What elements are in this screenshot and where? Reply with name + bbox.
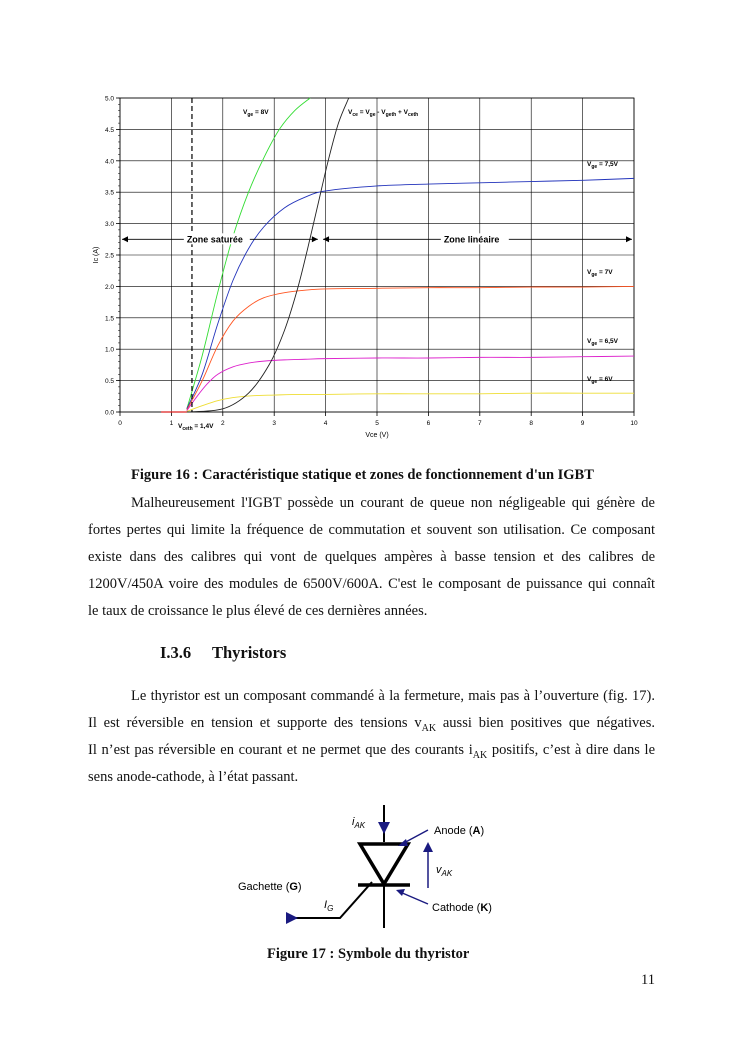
y-tick-label: 1.0 <box>104 346 114 354</box>
arrowhead-right-saturee <box>312 236 318 242</box>
label-vge-6-5v: $V_{ge} = 6,5V$ <box>587 338 618 347</box>
text-run: Il n’est pas réversible en courant et ne permet que des courants i <box>88 742 473 758</box>
text-line: fortes pertes qui limite la fréquence de commutation et souvent son utilisation. Ce composant <box>88 522 655 538</box>
subscript: AK <box>421 722 437 734</box>
anode-label: Anode (A) <box>434 825 485 837</box>
y-tick-label: 4.0 <box>104 158 114 166</box>
ig-label: $I_G$ <box>324 899 334 913</box>
figure-16-caption: Figure 16 : Caractéristique statique et zones de fonctionnement d'un IGBT <box>131 467 594 483</box>
label-vge-7v: $V_{ge} = 7V$ <box>587 269 613 278</box>
figure-17-caption: Figure 17 : Symbole du thyristor <box>267 946 470 962</box>
paragraph-igbt <box>88 490 655 625</box>
ig-arrow-icon <box>286 912 298 924</box>
x-tick-label: 0 <box>118 420 122 427</box>
label-vce-formula: $V_{ce} = V_{ge} - V_{geth} + V_{ceth}$ <box>348 109 419 118</box>
igbt-static-characteristic-chart <box>88 88 648 450</box>
text-line: existe dans des calibres qui vont de quelques ampères à basse tension et des calibres de <box>88 549 655 565</box>
text-line: 1200V/450A voire des modules de 6500V/600A. C'est le composant de puissance qui connaît <box>88 576 655 592</box>
text-line: le taux de croissance le plus élevé de ces dernières années. <box>88 603 428 619</box>
text-line: sens anode-cathode, à l’état passant. <box>88 769 299 785</box>
chart-axes <box>105 96 638 428</box>
text-line: Malheureusement l'IGBT possède un courant de queue non négligeable qui génère de <box>131 495 655 511</box>
x-tick-label: 10 <box>630 420 638 427</box>
y-tick-label: 4.5 <box>104 126 114 134</box>
y-tick-label: 5.0 <box>104 95 114 103</box>
x-tick-label: 2 <box>220 420 225 427</box>
x-tick-label: 7 <box>477 420 482 427</box>
label-vge-6v: $V_{ge} = 6V$ <box>587 376 613 385</box>
iak-label: $i_{AK}$ <box>352 816 366 830</box>
text-line <box>88 737 655 764</box>
y-tick-label: 3.5 <box>104 189 114 197</box>
vak-arrowhead-icon <box>423 842 433 852</box>
section-number: I.3.6 <box>160 643 192 662</box>
cathode-pointer <box>400 892 428 904</box>
zone-saturee-label: Zone saturée <box>186 234 243 245</box>
text-run: Il est réversible en tension et supporte des tensions v <box>88 715 422 731</box>
cathode-pointer-head-icon <box>396 889 405 896</box>
y-tick-label: 0.5 <box>104 378 114 386</box>
y-tick-label: 3.0 <box>104 221 114 229</box>
x-tick-label: 4 <box>323 420 328 427</box>
arrowhead-right-lineaire <box>626 236 632 242</box>
text-line <box>88 710 655 737</box>
y-tick-label: 1.5 <box>104 315 114 323</box>
x-tick-label: 8 <box>529 420 534 427</box>
x-tick-label: 5 <box>375 420 379 427</box>
series-line-vge-7-5v <box>187 178 634 408</box>
label-vge-8v: $V_{ge} = 8V$ <box>243 109 269 118</box>
vak-label: $v_{AK}$ <box>436 864 453 878</box>
text-run: aussi bien positives que négatives. <box>436 715 655 731</box>
text-run: positifs, c’est à dire dans le <box>487 742 656 758</box>
x-tick-label: 9 <box>580 420 585 427</box>
subscript: AK <box>472 749 488 761</box>
diode-triangle <box>360 844 408 884</box>
section-heading <box>160 643 286 663</box>
thyristor-symbol <box>228 800 528 932</box>
x-tick-label: 1 <box>169 420 174 427</box>
x-axis-label: Vce (V) <box>365 432 389 439</box>
gate-label: Gachette (G) <box>238 881 302 893</box>
series-line-vge-6-5v <box>187 356 634 411</box>
zone-lineaire-label: Zone linéaire <box>443 234 500 245</box>
series-line-vge-8v <box>187 98 310 409</box>
text-line: Le thyristor est un composant commandé à la fermeture, mais pas à l’ouverture (fig. 17). <box>131 688 655 704</box>
series-line-vge-6v <box>187 393 634 411</box>
arrowhead-left-saturee <box>122 236 128 242</box>
x-tick-label: 6 <box>426 420 431 427</box>
page-number: 11 <box>641 972 655 988</box>
label-vge-7-5v: $V_{ge} = 7,5V$ <box>587 161 618 170</box>
y-axis-label: Ic (A) <box>93 246 100 264</box>
section-title: Thyristors <box>212 643 287 662</box>
y-tick-label: 2.5 <box>104 252 114 260</box>
paragraph-thyristor <box>88 683 655 791</box>
y-tick-label: 2.0 <box>104 283 114 291</box>
series-line-vge-7v <box>187 286 634 410</box>
cathode-label: Cathode (K) <box>432 902 492 914</box>
chart-grid <box>120 98 634 412</box>
iak-arrow-icon <box>378 822 390 834</box>
x-tick-label: 3 <box>272 420 277 427</box>
arrowhead-left-lineaire <box>323 236 329 242</box>
label-vceth: $V_{ceth} = 1,4V$ <box>178 423 214 432</box>
y-tick-label: 0.0 <box>104 409 114 417</box>
